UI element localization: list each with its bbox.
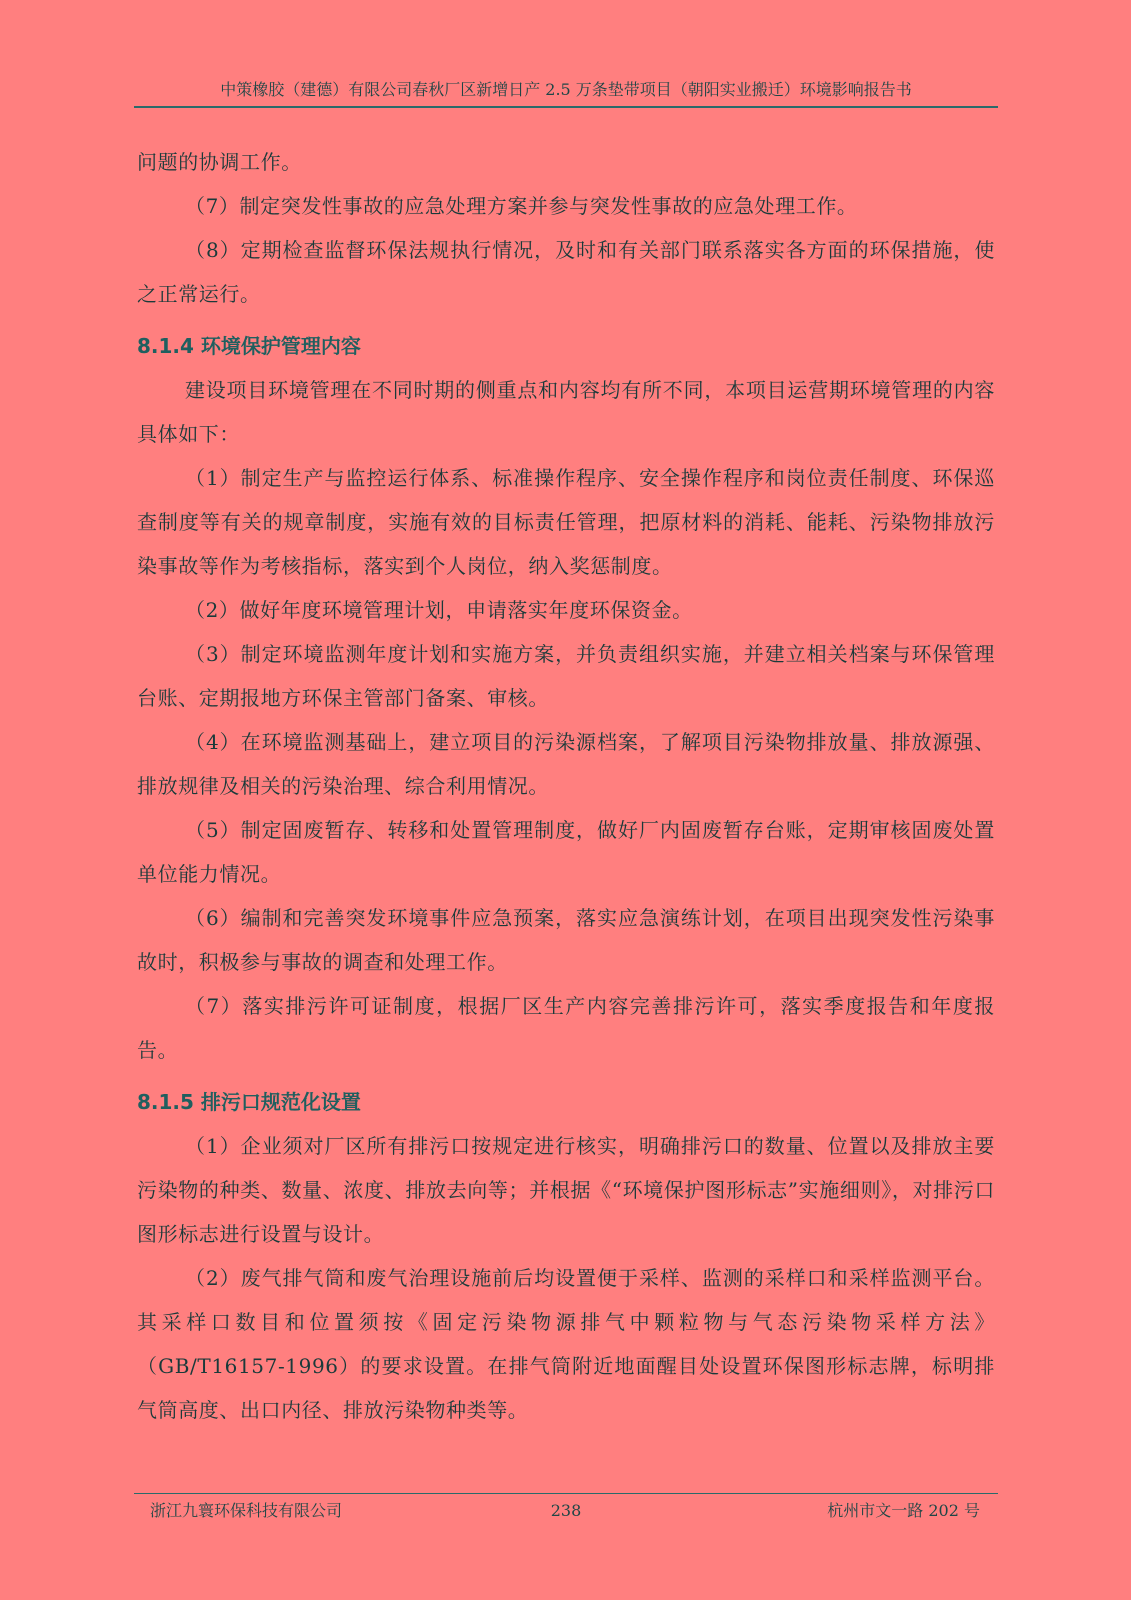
page-header — [134, 78, 998, 108]
paragraph-item-7: （7）制定突发性事故的应急处理方案并参与突发性事故的应急处理工作。 — [185, 194, 858, 218]
document-body — [137, 140, 995, 1432]
section-8-1-4-item: （2）做好年度环境管理计划，申请落实年度环保资金。 — [185, 598, 693, 622]
section-8-1-4-item: （7）落实排污许可证制度，根据厂区生产内容完善排污许可，落实季度报告和年度报告。 — [137, 994, 995, 1062]
section-8-1-4-item: （1）制定生产与监控运行体系、标准操作程序、安全操作程序和岗位责任制度、环保巡查制度等有关的规章制度，实施有效的目标责任管理，把原材料的消耗、能耗、污染物排放污染事故等作为考核指标，落实到个人岗位，纳入奖惩制度。 — [137, 466, 995, 578]
section-heading-8-1-5: 8.1.5 排污口规范化设置 — [137, 1090, 361, 1114]
footer-company: 浙江九寰环保科技有限公司 — [150, 1501, 343, 1520]
section-8-1-5-item: （1）企业须对厂区所有排污口按规定进行核实，明确排污口的数量、位置以及排放主要污染物的种类、数量、浓度、排放去向等；并根据《“环境保护图形标志”实施细则》，对排污口图形标志进行设置与设计。 — [137, 1134, 995, 1246]
section-8-1-4-item: （5）制定固废暂存、转移和处置管理制度，做好厂内固废暂存台账，定期审核固废处置单位能力情况。 — [137, 818, 995, 886]
section-8-1-4-item: （4）在环境监测基础上，建立项目的污染源档案，了解项目污染物排放量、排放源强、排放规律及相关的污染治理、综合利用情况。 — [137, 730, 995, 798]
footer-address: 杭州市文一路 202 号 — [827, 1501, 980, 1520]
section-8-1-5-item: （2）废气排气筒和废气治理设施前后均设置便于采样、监测的采样口和采样监测平台。其采样口数目和位置须按《固定污染物源排气中颗粒物与气态污染物采样方法》（GB/T16157-1996）的要求设置。在排气筒附近地面醒目处设置环保图形标志牌，标明排气筒高度、出口内径、排放污染物种类等。 — [137, 1266, 995, 1422]
header-title: 中策橡胶（建德）有限公司春秋厂区新增日产 2.5 万条垫带项目（朝阳实业搬迁）环境影响报告书 — [220, 80, 912, 99]
section-heading-8-1-4: 8.1.4 环境保护管理内容 — [137, 334, 361, 358]
section-8-1-4-intro: 建设项目环境管理在不同时期的侧重点和内容均有所不同，本项目运营期环境管理的内容具体如下： — [137, 378, 995, 446]
footer-page-number: 238 — [550, 1501, 582, 1520]
paragraph-continued: 问题的协调工作。 — [137, 150, 302, 174]
section-8-1-4-item: （3）制定环境监测年度计划和实施方案，并负责组织实施，并建立相关档案与环保管理台账、定期报地方环保主管部门备案、审核。 — [137, 642, 995, 710]
page-footer — [134, 1493, 998, 1526]
section-8-1-4-item: （6）编制和完善突发环境事件应急预案，落实应急演练计划，在项目出现突发性污染事故时，积极参与事故的调查和处理工作。 — [137, 906, 995, 974]
paragraph-item-8: （8）定期检查监督环保法规执行情况，及时和有关部门联系落实各方面的环保措施，使之正常运行。 — [137, 238, 995, 306]
